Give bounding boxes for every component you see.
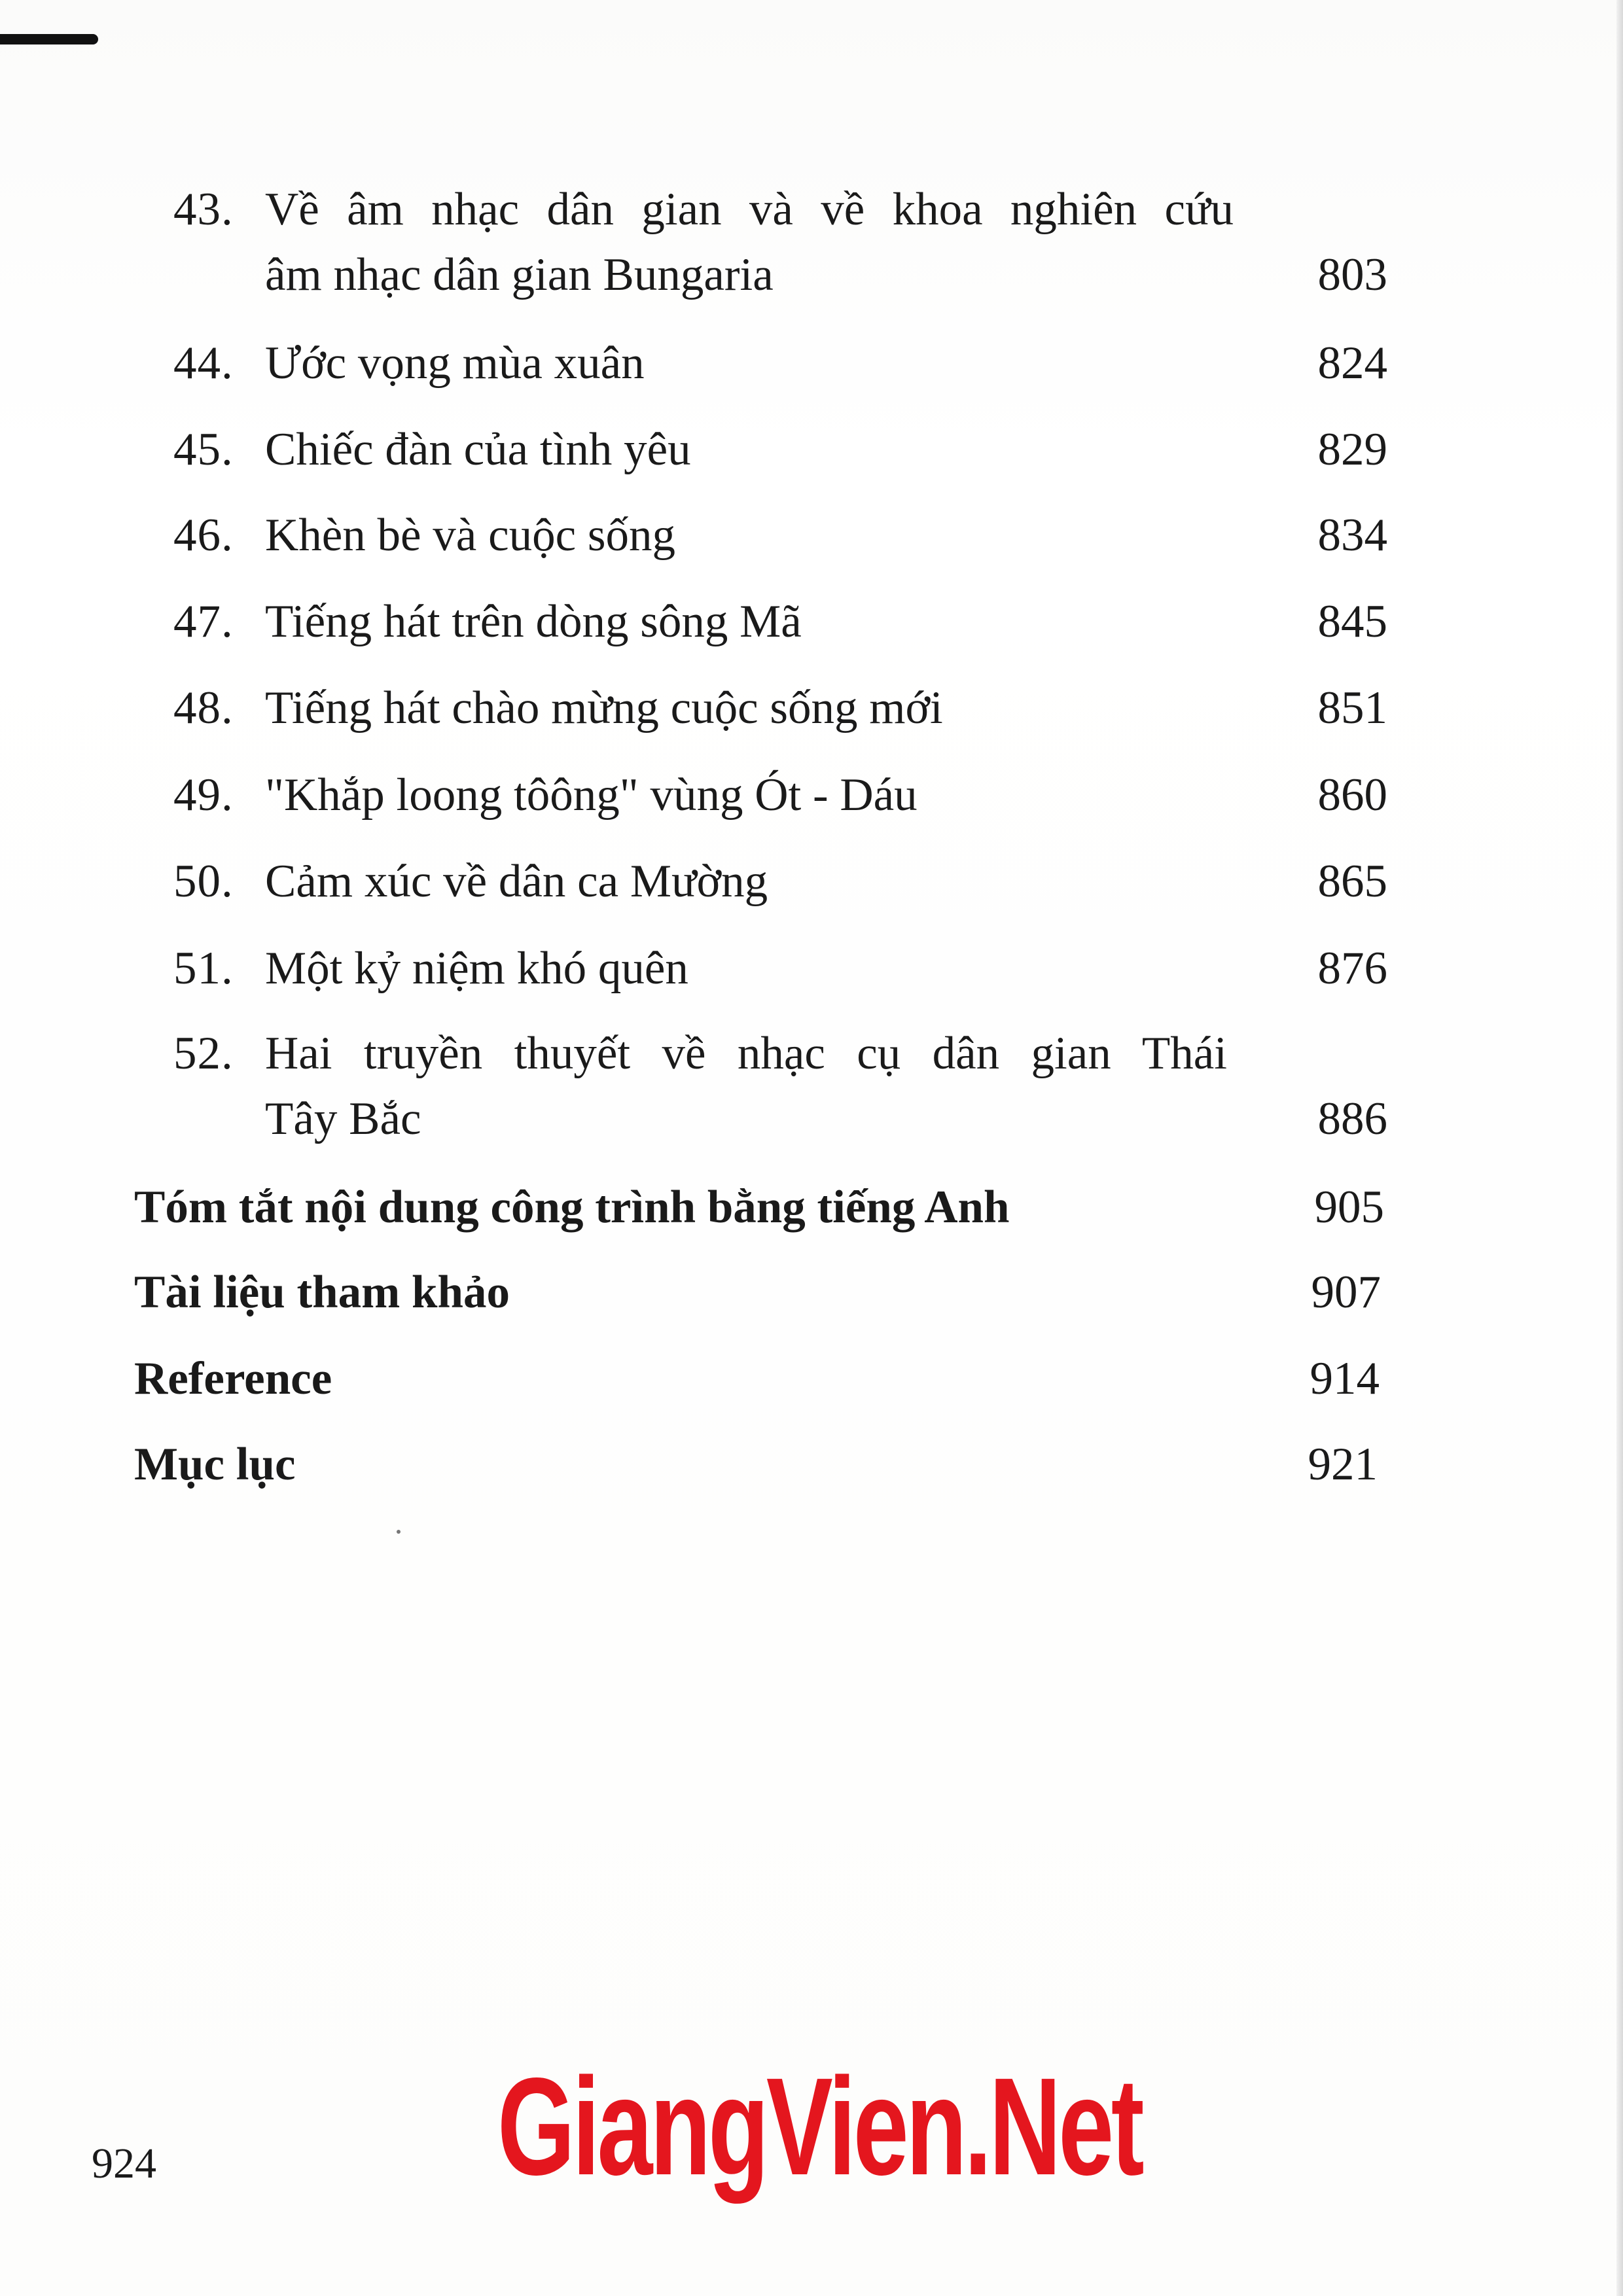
- toc-entry-page: 834: [1317, 510, 1387, 561]
- toc-entry-page: 860: [1317, 769, 1387, 821]
- page-number: 924: [92, 2140, 156, 2187]
- toc-entry-number: 46.: [173, 510, 234, 561]
- toc-entry-title: "Khắp loong tôông" vùng Ót - Dáu: [265, 769, 918, 821]
- toc-entry-52: [0, 1021, 1387, 1152]
- toc-entry-number: 49.: [173, 769, 234, 821]
- toc-entry-number: 48.: [173, 682, 234, 733]
- toc-entry-50: [0, 849, 1387, 914]
- toc-entry-45: [0, 417, 1387, 482]
- toc-section-page: 921: [1308, 1439, 1378, 1490]
- toc-entry-47: [0, 589, 1387, 654]
- toc-entry-46: [0, 503, 1387, 568]
- toc-entry-43: [0, 177, 1387, 308]
- toc-entry-number: 51.: [173, 943, 234, 994]
- toc-entry-title: Cảm xúc về dân ca Mường: [265, 856, 768, 907]
- toc-section-contents: [0, 1432, 1378, 1497]
- toc-entry-title: Chiếc đàn của tình yêu: [265, 424, 691, 475]
- toc-entry-page: 876: [1317, 943, 1387, 994]
- watermark-logo: GiangVien.Net: [497, 2049, 1142, 2204]
- toc-entry-page: 886: [1317, 1093, 1387, 1144]
- toc-entry-title-line1: Hai truyền thuyết về nhạc cụ dân gian Thái: [265, 1028, 1227, 1079]
- toc-entry-page: 851: [1317, 682, 1387, 733]
- toc-entry-number: 44.: [173, 338, 234, 389]
- toc-entry-number: 52.: [173, 1028, 234, 1079]
- toc-entry-title: Ước vọng mùa xuân: [265, 338, 645, 389]
- toc-entry-title: Tiếng hát trên dòng sông Mã: [265, 596, 802, 647]
- toc-section-title: Reference: [134, 1353, 332, 1404]
- toc-section-references-vi: [0, 1260, 1381, 1325]
- toc-section-page: 914: [1310, 1353, 1380, 1404]
- toc-section-title: Tài liệu tham khảo: [134, 1267, 510, 1318]
- toc-entry-page: 845: [1317, 596, 1387, 647]
- toc-entry-title-line2: âm nhạc dân gian Bungaria: [265, 249, 774, 300]
- toc-entry-page: 829: [1317, 424, 1387, 475]
- toc-section-reference: [0, 1346, 1380, 1411]
- toc-section-title: Mục lục: [134, 1439, 296, 1490]
- toc-entry-48: [0, 675, 1387, 741]
- toc-entry-page: 824: [1317, 338, 1387, 389]
- toc-section-page: 905: [1314, 1182, 1384, 1233]
- toc-entry-number: 45.: [173, 424, 234, 475]
- toc-entry-number: 47.: [173, 596, 234, 647]
- toc-entry-page: 803: [1317, 249, 1387, 300]
- toc-entry-44: [0, 330, 1387, 396]
- toc-section-english-summary: [0, 1174, 1384, 1240]
- toc-entry-title: Một kỷ niệm khó quên: [265, 943, 688, 994]
- toc-section-title: Tóm tắt nội dung công trình bằng tiếng Anh: [134, 1182, 1010, 1233]
- toc-entry-title: Tiếng hát chào mừng cuộc sống mới: [265, 682, 943, 733]
- toc-entry-title-line2: Tây Bắc: [265, 1093, 421, 1144]
- toc-entry-49: [0, 762, 1387, 828]
- toc-entry-title: Khèn bè và cuộc sống: [265, 510, 675, 561]
- toc-entry-page: 865: [1317, 856, 1387, 907]
- toc-section-page: 907: [1311, 1267, 1381, 1318]
- toc-entry-title-line1: Về âm nhạc dân gian và về khoa nghiên cứu: [265, 184, 1234, 235]
- toc-entry-number: 50.: [173, 856, 234, 907]
- toc-entry-51: [0, 936, 1387, 1001]
- toc-entry-number: 43.: [173, 184, 234, 235]
